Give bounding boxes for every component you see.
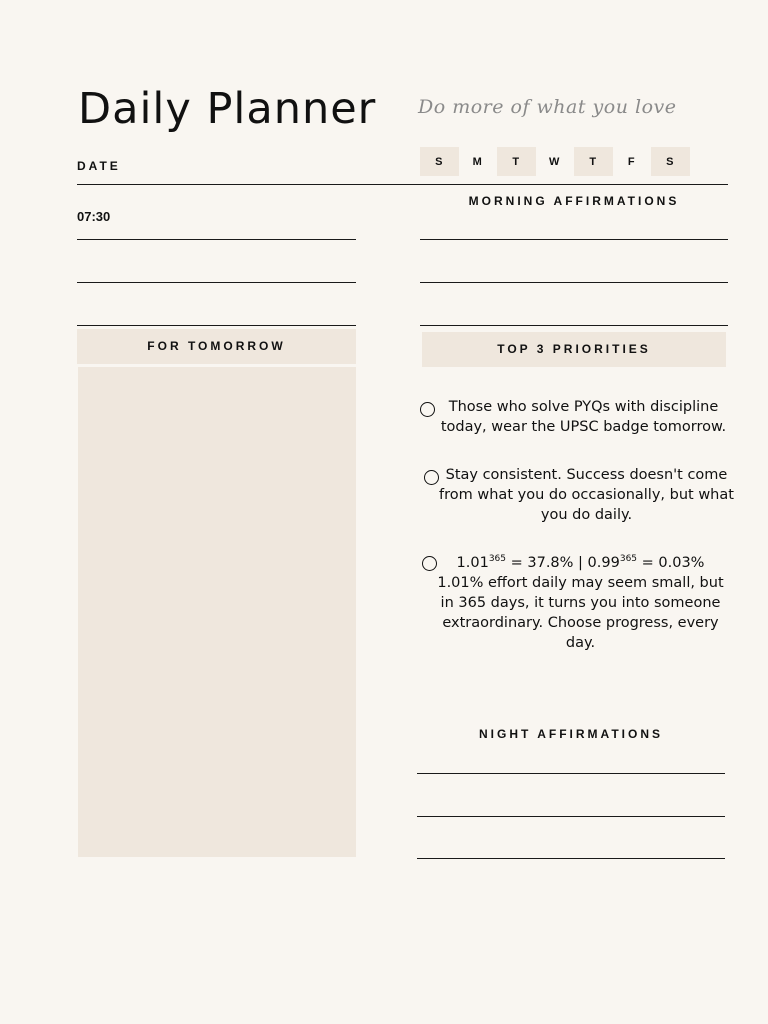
morning-line-2[interactable]: [420, 282, 728, 283]
priority-2-checkbox-icon[interactable]: [424, 470, 439, 485]
schedule-line-2[interactable]: [77, 282, 356, 283]
morning-line-1[interactable]: [420, 239, 728, 240]
weekday-sun[interactable]: S: [420, 147, 459, 176]
priority-1-checkbox-icon[interactable]: [420, 402, 435, 417]
priority-item-1: [420, 397, 732, 437]
date-line[interactable]: [77, 184, 728, 185]
formula-exponent-b: 365: [619, 554, 638, 564]
weekday-mon[interactable]: M: [472, 155, 483, 168]
weekday-fri[interactable]: F: [627, 155, 636, 168]
priority-item-2: [424, 465, 734, 525]
date-label: DATE: [77, 159, 121, 173]
tagline: Do more of what you love: [418, 96, 677, 118]
time-slot-label: 07:30: [77, 209, 111, 224]
formula-exponent-a: 365: [488, 554, 506, 564]
schedule-line-3[interactable]: [77, 325, 356, 326]
night-affirmations-heading: NIGHT AFFIRMATIONS: [479, 727, 663, 741]
formula-base-b: 0.99: [587, 555, 620, 571]
page-title: Daily Planner: [78, 84, 377, 134]
schedule-line-1[interactable]: [77, 239, 356, 240]
priority-2-text: Stay consistent. Success doesn't come from what you do occasionally, but what you do daily.: [439, 467, 734, 523]
formula-result-a: = 37.8% |: [506, 555, 588, 571]
for-tomorrow-heading: FOR TOMORROW: [77, 329, 356, 364]
morning-affirmations-heading: MORNING AFFIRMATIONS: [468, 194, 680, 208]
priority-1-text: Those who solve PYQs with discipline today, wear the UPSC badge tomorrow.: [440, 399, 727, 435]
weekday-sat[interactable]: S: [651, 147, 690, 176]
top-priorities-heading: TOP 3 PRIORITIES: [422, 332, 726, 367]
priority-3-checkbox-icon[interactable]: [422, 556, 437, 571]
priority-3-text: 1.01% effort daily may seem small, but in 365 days, it turns you into someone extraordinary. Choose progress, every day.: [437, 575, 724, 651]
night-line-3[interactable]: [417, 858, 725, 859]
weekday-selector: [420, 147, 690, 176]
weekday-tue[interactable]: T: [497, 147, 536, 176]
formula-base-a: 1.01: [456, 555, 489, 571]
weekday-wed[interactable]: W: [549, 155, 561, 168]
morning-line-3[interactable]: [420, 325, 728, 326]
night-line-2[interactable]: [417, 816, 725, 817]
for-tomorrow-notes-panel[interactable]: [78, 367, 356, 857]
priority-item-3: [422, 553, 724, 653]
priority-3-body: [437, 553, 724, 653]
night-line-1[interactable]: [417, 773, 725, 774]
weekday-thu[interactable]: T: [574, 147, 613, 176]
formula-result-b: = 0.03%: [637, 555, 705, 571]
priority-3-formula: [437, 553, 724, 573]
